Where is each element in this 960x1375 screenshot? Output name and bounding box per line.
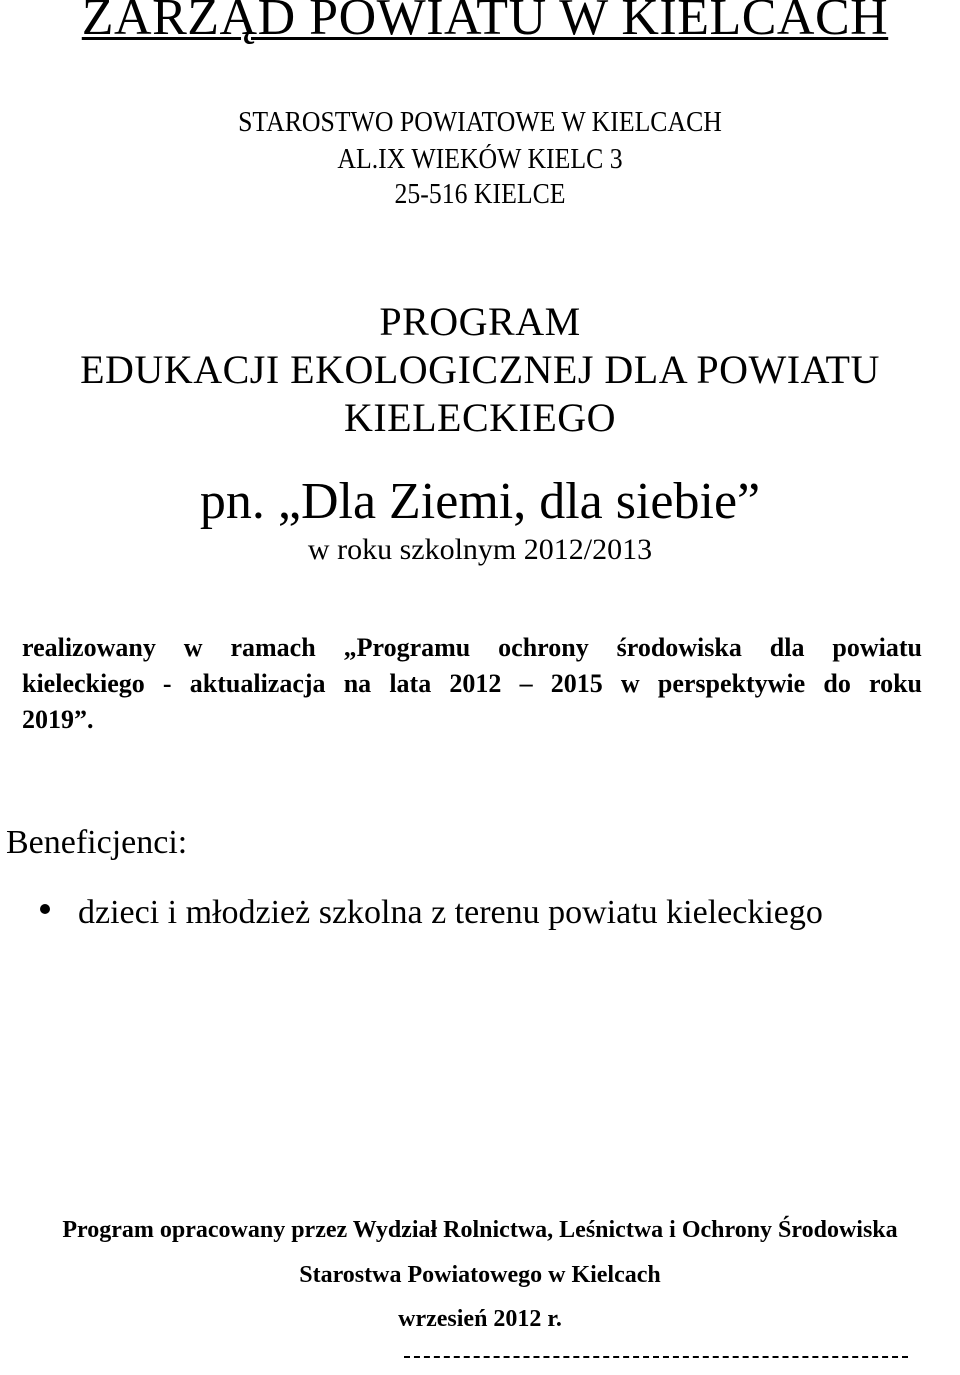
office-street: AL.IX WIEKÓW KIELC 3: [337, 144, 623, 175]
description-line: kieleckiego - aktualizacja na lata 2012 – 2015 w perspektywie do roku: [22, 669, 922, 698]
description-paragraph: [22, 630, 922, 738]
dashed-divider: [404, 1356, 908, 1358]
program-subtitle-cont: KIELECKIEGO: [343, 395, 617, 440]
description-line: 2019”.: [22, 705, 94, 734]
beneficiary-text: dzieci i młodzież szkolna z terenu powiatu kieleckiego: [78, 894, 823, 931]
bullet-icon: [40, 904, 50, 914]
program-subtitle: EDUKACJI EKOLOGICZNEJ DLA POWIATU: [80, 347, 880, 392]
school-year: w roku szkolnym 2012/2013: [307, 533, 653, 566]
document-title: ZARZĄD POWIATU W KIELCACH: [81, 0, 889, 46]
description-line: realizowany w ramach „Programu ochrony środowiska dla powiatu: [22, 633, 922, 662]
office-city: 25-516 KIELCE: [394, 179, 566, 210]
program-heading: PROGRAM: [379, 299, 581, 344]
footer-author: Program opracowany przez Wydział Rolnictwa, Leśnictwa i Ochrony Środowiska: [62, 1217, 898, 1243]
office-name: STAROSTWO POWIATOWE W KIELCACH: [238, 107, 722, 138]
program-motto: pn. „Dla Ziemi, dla siebie”: [199, 473, 761, 530]
footer-date: wrzesień 2012 r.: [398, 1306, 562, 1332]
footer-institution: Starostwa Powiatowego w Kielcach: [299, 1262, 661, 1288]
beneficiaries-heading: Beneficjenci:: [6, 824, 188, 861]
beneficiary-list-item: [40, 893, 823, 933]
